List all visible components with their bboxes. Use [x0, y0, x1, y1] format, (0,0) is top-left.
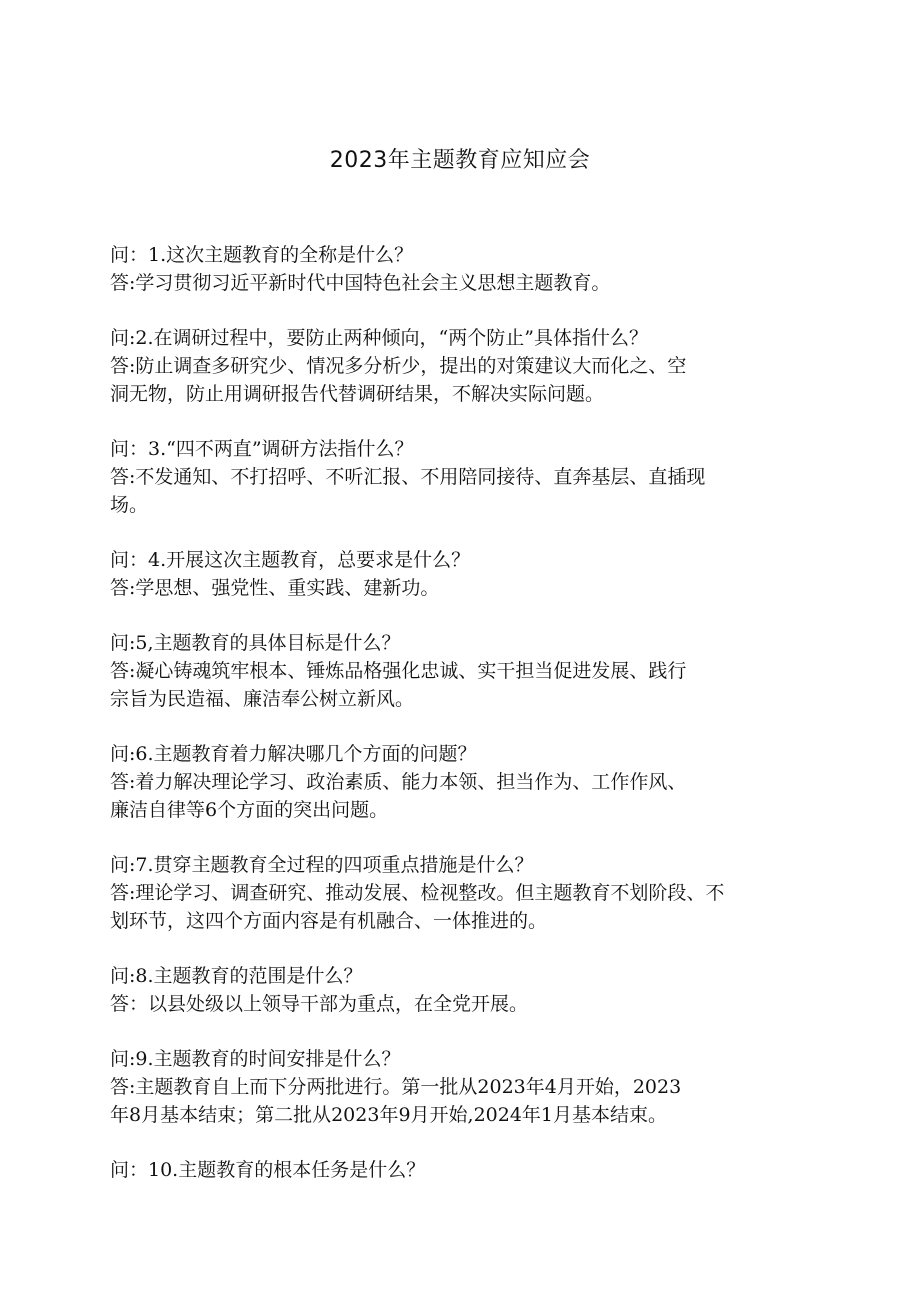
answer-line: 答:主题教育自上而下分两批进行。第一批从2023年4月开始，2023: [110, 1076, 682, 1098]
question-text: 问:5,主题教育的具体目标是什么？: [110, 632, 401, 654]
qa-item: [110, 1156, 820, 1184]
answer-line: 答:学习贯彻习近平新时代中国特色社会主义思想主题教育。: [110, 272, 611, 294]
qa-list: [110, 241, 820, 1211]
document-title: 2023年主题教育应知应会: [329, 148, 591, 173]
question-text: 问：3.“四不两直”调研方法指什么？: [110, 438, 414, 460]
qa-item: [110, 241, 820, 297]
question-text: 问:6.主题教育着力解决哪几个方面的问题？: [110, 743, 477, 765]
answer-line: 答:学思想、强党性、重实践、建新功。: [110, 577, 440, 599]
answer-line: 答：以县处级以上领导干部为重点，在全党开展。: [110, 993, 529, 1015]
question-text: 问:9.主题教育的时间安排是什么？: [110, 1048, 401, 1070]
qa-item: [110, 546, 820, 602]
answer-line: 洞无物，防止用调研报告代替调研结果，不解决实际问题。: [110, 383, 605, 405]
question-text: 问：1.这次主题教育的全称是什么？: [110, 244, 414, 266]
answer-line: 场。: [110, 494, 149, 516]
qa-item: [110, 740, 820, 824]
question-text: 问：4.开展这次主题教育，总要求是什么？: [110, 549, 471, 571]
qa-item: [110, 1045, 820, 1129]
answer-line: 答:防止调查多研究少、情况多分析少，提出的对策建议大而化之、空: [110, 355, 687, 377]
qa-item: [110, 851, 820, 935]
answer-line: 宗旨为民造福、廉洁奉公树立新风。: [110, 688, 415, 710]
question-text: 问:7.贯穿主题教育全过程的四项重点措施是什么？: [110, 854, 534, 876]
answer-line: 年8月基本结束；第二批从2023年9月开始,2024年1月基本结束。: [110, 1104, 668, 1126]
question-text: 问：10.主题教育的根本任务是什么？: [110, 1159, 426, 1181]
qa-item: [110, 435, 820, 519]
qa-item: [110, 324, 820, 408]
answer-line: 答:凝心铸魂筑牢根本、锤炼品格强化忠诚、实干担当促进发展、践行: [110, 660, 687, 682]
question-text: 问:8.主题教育的范围是什么？: [110, 965, 363, 987]
answer-line: 划环节，这四个方面内容是有机融合、一体推进的。: [110, 910, 548, 932]
qa-item: [110, 629, 820, 713]
answer-line: 答:着力解决理论学习、政治素质、能力本领、担当作为、工作作风、: [110, 771, 687, 793]
question-text: 问:2.在调研过程中，要防止两种倾向，“两个防止”具体指什么？: [110, 327, 648, 349]
answer-line: 答:不发通知、不打招呼、不听汇报、不用陪同接待、直奔基层、直插现: [110, 466, 706, 488]
qa-item: [110, 962, 820, 1018]
answer-line: 答:理论学习、调查研究、推动发展、检视整改。但主题教育不划阶段、不: [110, 882, 725, 904]
answer-line: 廉洁自律等6个方面的突出问题。: [110, 799, 389, 821]
